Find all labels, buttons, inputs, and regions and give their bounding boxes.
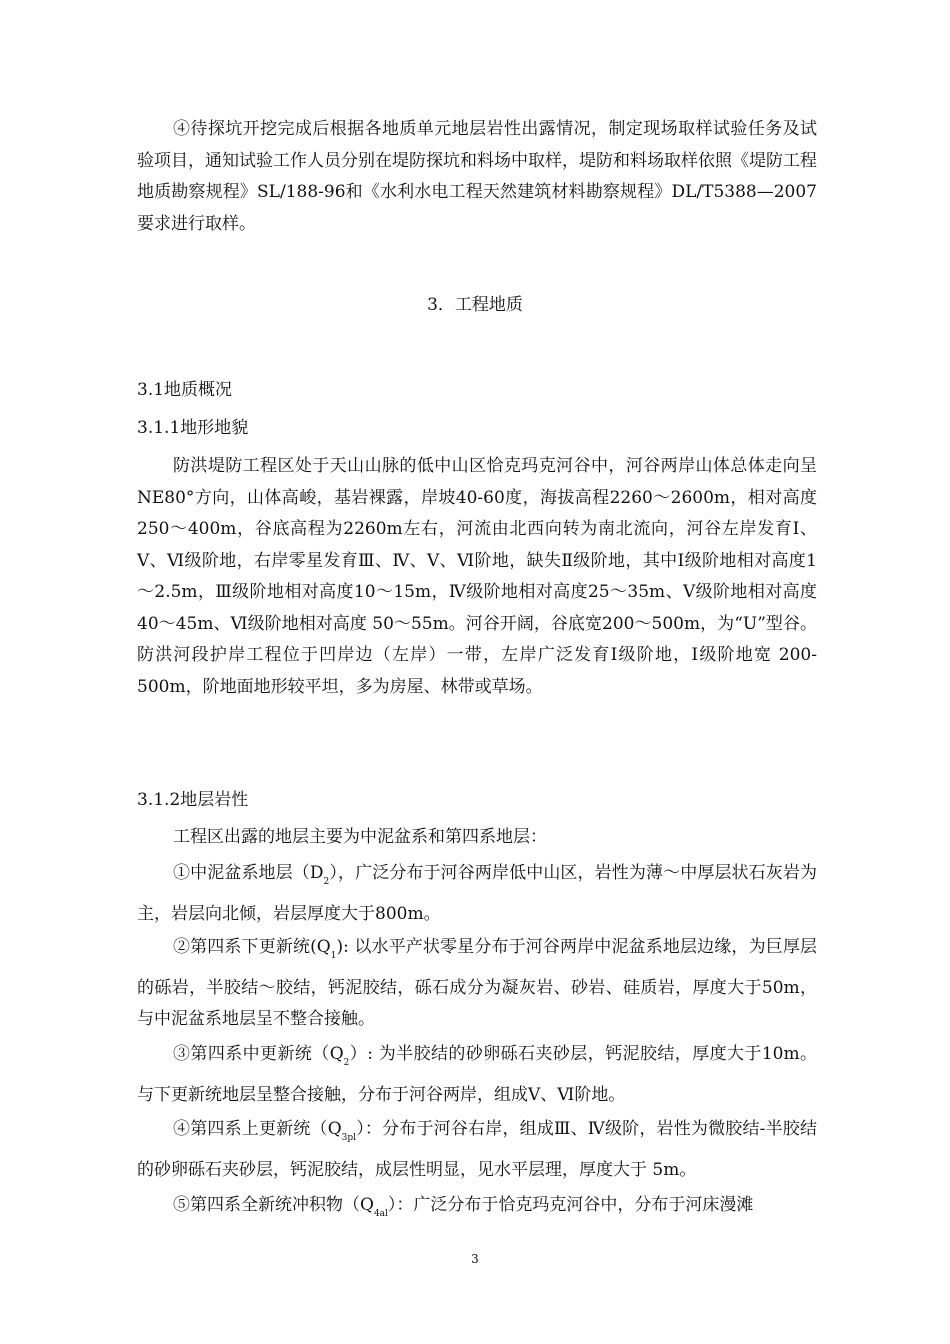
text-before: ①中泥盆系地层（D <box>173 863 324 883</box>
heading-3-1-2: 3.1.2地层岩性 <box>137 790 249 810</box>
paragraph-devonian <box>137 858 817 930</box>
paragraph-q2 <box>137 1039 817 1111</box>
text-before: ②第四系下更新统(Q <box>173 937 331 957</box>
paragraph-terrain: 防洪堤防工程区处于天山山脉的低中山区恰克玛克河谷中，河谷两岸山体总体走向呈NE80°方向，山体高峻，基岩裸露，岸坡40-60度，海拔高程2260～2600m，相对高度250～400m，谷底高程为2260m左右，河流由北西向转为南北流向，河谷左岸发育Ⅰ、Ⅴ、Ⅵ级阶地，右岸零星发育Ⅲ、Ⅳ、Ⅴ、Ⅵ阶地，缺失Ⅱ级阶地，其中Ⅰ级阶地相对高度1～2.5m，Ⅲ级阶地相对高度10～15m，Ⅳ级阶地相对高度25～35m、Ⅴ级阶地相对高度 40～45m、Ⅵ级阶地相对高度 50～55m。河谷开阔，谷底宽200～500m，为“U”型谷。防洪河段护岸工程位于凹岸边（左岸）一带，左岸广泛发育Ⅰ级阶地，Ⅰ级阶地宽 200-500m，阶地面地形较平坦，多为房屋、林带或草场。 <box>137 456 817 697</box>
subscript: 3 <box>341 1133 348 1143</box>
paragraph-strata-intro: 工程区出露的地层主要为中泥盆系和第四系地层： <box>173 827 547 847</box>
text-before: ④第四系上更新统（Q <box>173 1119 342 1139</box>
text-after: ）: 为半胶结的砂卵砾石夹砂层，钙泥胶结，厚度大于10m。与下更新统地层呈整合接触，分布于河谷两岸，组成Ⅴ、Ⅵ阶地。 <box>137 1044 817 1105</box>
text-after: ）：分布于河谷右岸，组成Ⅲ、Ⅳ级阶，岩性为微胶结-半胶结的砂卵砾石夹砂层，钙泥胶结，成层性明显，见水平层理，厚度大于 5m。 <box>137 1119 817 1180</box>
subscript: 2 <box>343 1058 350 1068</box>
text-before: ③第四系中更新统（Q <box>173 1044 344 1064</box>
text-after: ），广泛分布于河谷两岸低中山区，岩性为薄～中厚层状石灰岩为主，岩层向北倾，岩层厚度大于800m。 <box>137 863 817 924</box>
subscript: 1 <box>330 951 337 961</box>
subscript: 2 <box>323 877 330 887</box>
paragraph-q1 <box>137 932 817 1036</box>
paragraph-q3 <box>137 1114 817 1186</box>
superscript: al <box>379 1209 388 1219</box>
text-after: ）：广泛分布于恰克玛克河谷中，分布于河床漫滩 <box>387 1195 754 1215</box>
page-number: 3 <box>471 1252 479 1266</box>
heading-3-1-1: 3.1.1地形地貌 <box>137 418 249 438</box>
text-before: ⑤第四系全新统冲积物（Q <box>173 1195 374 1215</box>
subscript: 4 <box>373 1209 380 1219</box>
heading-3-1: 3.1地质概况 <box>137 380 233 400</box>
superscript: pl <box>347 1133 357 1143</box>
paragraph-sampling: ④待探坑开挖完成后根据各地质单元地层岩性出露情况，制定现场取样试验任务及试验项目，通知试验工作人员分别在堤防探坑和料场中取样，堤防和料场取样依照《堤防工程地质勘察规程》SL/188-96和《水利水电工程天然建筑材料勘察规程》DL/T5388—2007要求进行取样。 <box>137 119 817 234</box>
section-title: 3．工程地质 <box>427 295 523 315</box>
paragraph-q4 <box>137 1190 817 1231</box>
text-after: ): 以水平产状零星分布于河谷两岸中泥盆系地层边缘，为巨厚层的砾岩，半胶结～胶结，钙泥胶结，砾石成分为凝灰岩、砂岩、硅质岩，厚度大于50m，与中泥盆系地层呈不整合接触。 <box>137 937 817 1029</box>
